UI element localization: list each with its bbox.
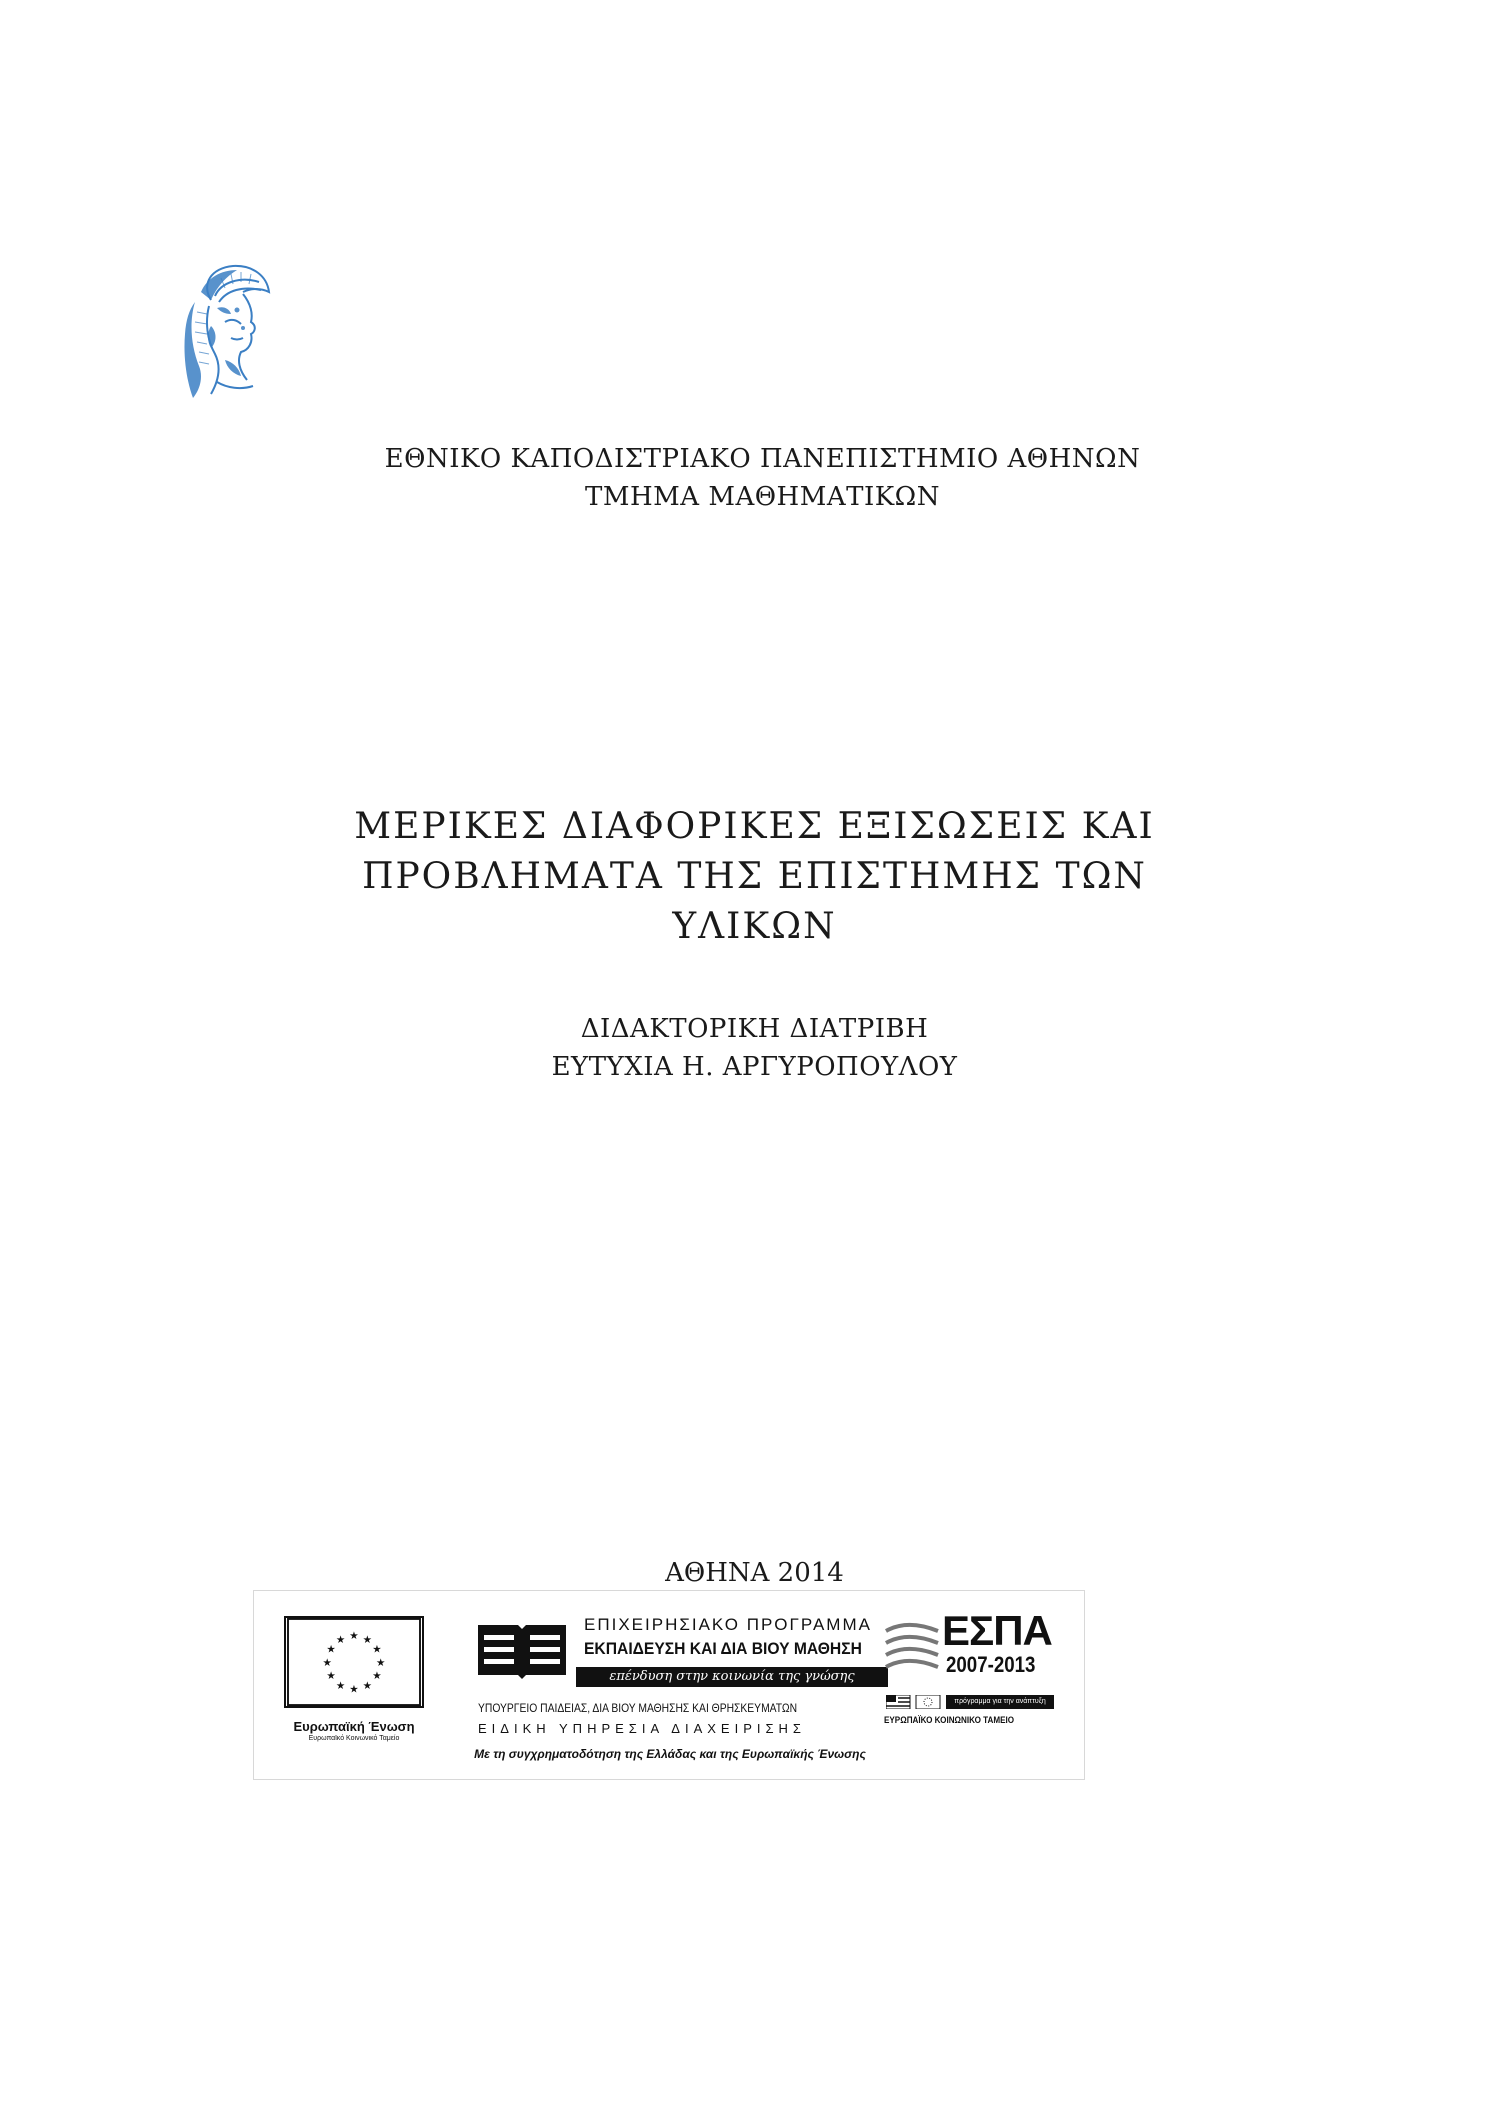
department-name: ΤΜΗΜΑ ΜΑΘΗΜΑΤΙΚΩΝ bbox=[585, 482, 940, 512]
programme-slogan: επένδυση στην κοινωνία της γνώσης bbox=[576, 1667, 888, 1687]
svg-text:★: ★ bbox=[372, 1670, 382, 1683]
espa-name: ΕΣΠΑ bbox=[942, 1607, 1052, 1654]
eu-fund-name: Ευρωπαϊκό Κοινωνικό Ταμείο bbox=[308, 1735, 400, 1742]
svg-text:★: ★ bbox=[362, 1633, 373, 1646]
document-type: ΔΙΔΑΚΤΟΡΙΚΗ ΔΙΑΤΡΙΒΗ bbox=[580, 1014, 929, 1044]
greece-eu-flags-icon bbox=[886, 1695, 942, 1709]
thesis-subtitle bbox=[0, 1010, 1489, 1086]
svg-text:★: ★ bbox=[362, 1679, 373, 1692]
cofunding-statement: Με τη συγχρηματοδότηση της Ελλάδας και της Ευρωπαϊκής Ένωσης bbox=[474, 1747, 866, 1761]
espa-tagline: πρόγραμμα για την ανάπτυξη bbox=[946, 1695, 1054, 1709]
espa-fund-name: ΕΥΡΩΠΑΪΚΟ ΚΟΙΝΩΝΙΚΟ ΤΑΜΕΙΟ bbox=[884, 1715, 1015, 1725]
eu-name: Ευρωπαϊκή Ένωση bbox=[293, 1719, 415, 1734]
svg-text:★: ★ bbox=[349, 1630, 359, 1643]
svg-text:★: ★ bbox=[372, 1643, 382, 1656]
ministry-name: ΥΠΟΥΡΓΕΙΟ ΠΑΙΔΕΙΑΣ, ΔΙΑ ΒΙΟΥ ΜΑΘΗΣΗΣ ΚΑΙ ΘΡΗΣΚΕΥΜΑΤΩΝ bbox=[478, 1701, 798, 1715]
managing-service: ΕΙΔΙΚΗ ΥΠΗΡΕΣΙΑ ΔΙΑΧΕΙΡΙΣΗΣ bbox=[478, 1721, 806, 1736]
athena-head-icon bbox=[181, 262, 273, 402]
thesis-title-line: ΜΕΡΙΚΕΣ ΔΙΑΦΟΡΙΚΕΣ ΕΞΙΣΩΣΕΙΣ ΚΑΙ bbox=[354, 806, 1155, 847]
svg-text:★: ★ bbox=[326, 1643, 336, 1656]
programme-subtitle: ΕΚΠΑΙΔΕΥΣΗ ΚΑΙ ΔΙΑ ΒΙΟΥ ΜΑΘΗΣΗ bbox=[584, 1639, 862, 1658]
place-and-year: ΑΘΗΝΑ 2014 bbox=[665, 1558, 844, 1588]
thesis-title-line: ΥΛΙΚΩΝ bbox=[672, 906, 837, 947]
author-name: ΕΥΤΥΧΙΑ Η. ΑΡΓΥΡΟΠΟΥΛΟΥ bbox=[551, 1052, 958, 1082]
thesis-title bbox=[0, 802, 1489, 952]
svg-text:★: ★ bbox=[335, 1633, 346, 1646]
svg-text:★: ★ bbox=[335, 1679, 346, 1692]
programme-title: ΕΠΙΧΕΙΡΗΣΙΑΚΟ ΠΡΟΓΡΑΜΜΑ bbox=[584, 1615, 872, 1634]
espa-years: 2007-2013 bbox=[946, 1652, 1036, 1677]
thesis-title-line: ΠΡΟΒΛΗΜΑΤΑ ΤΗΣ ΕΠΙΣΤΗΜΗΣ ΤΩΝ bbox=[362, 856, 1147, 897]
eu-logo-block bbox=[284, 1616, 424, 1742]
svg-text:★: ★ bbox=[326, 1670, 336, 1683]
eu-stars-flag-icon bbox=[284, 1616, 424, 1708]
espa-waves-icon bbox=[884, 1621, 940, 1681]
svg-text:★: ★ bbox=[322, 1656, 332, 1669]
university-name: ΕΘΝΙΚΟ ΚΑΠΟΔΙΣΤΡΙΑΚΟ ΠΑΝΕΠΙΣΤΗΜΙΟ ΑΘΗΝΩΝ bbox=[384, 444, 1141, 474]
svg-text:★: ★ bbox=[349, 1683, 359, 1696]
svg-text:★: ★ bbox=[376, 1656, 386, 1669]
funding-banner bbox=[253, 1590, 1085, 1780]
open-book-icon bbox=[476, 1617, 568, 1683]
institution-block bbox=[0, 440, 1489, 516]
